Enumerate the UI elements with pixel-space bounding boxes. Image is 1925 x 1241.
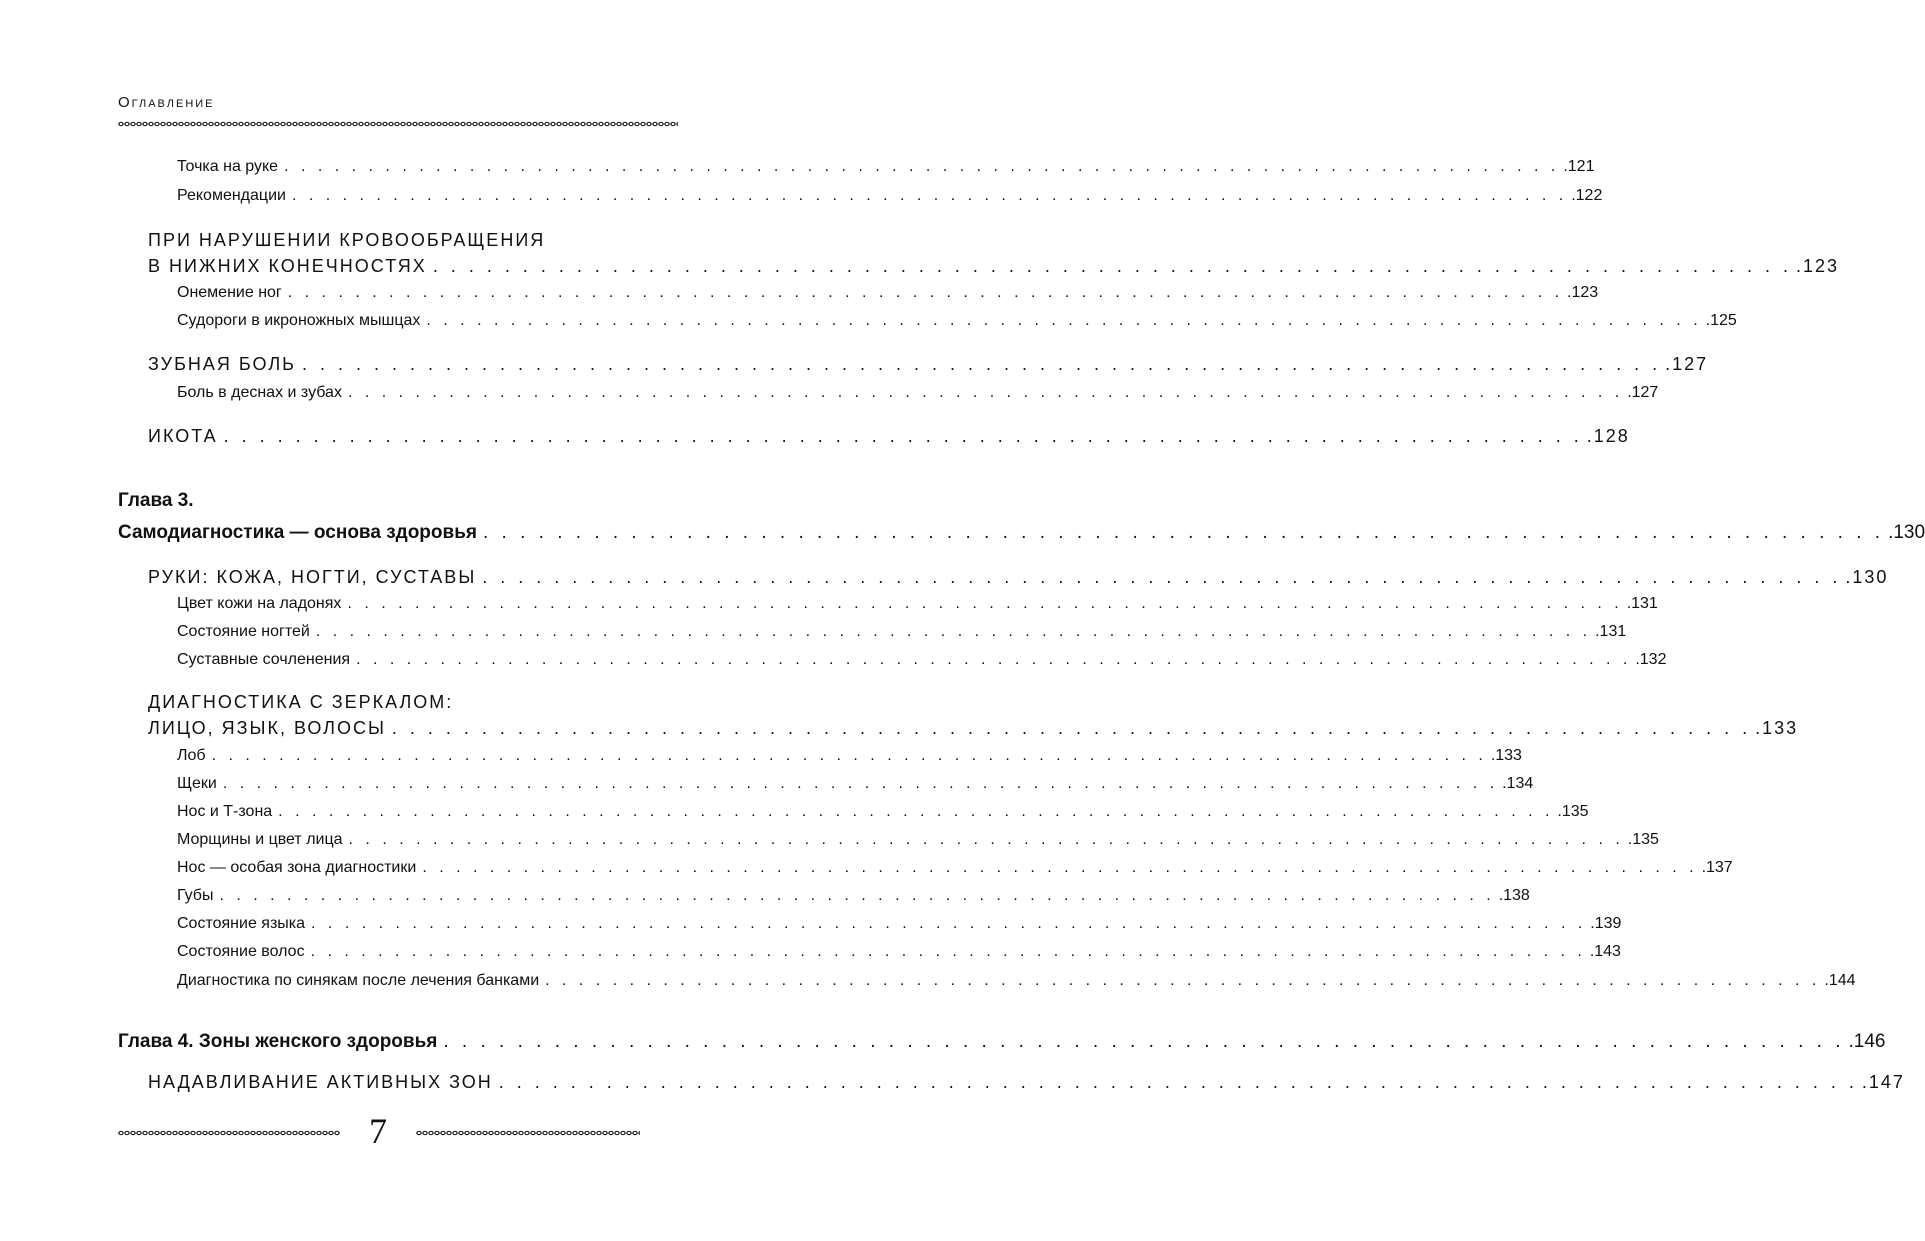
toc-entry-page: .127 [1665, 354, 1709, 374]
toc-entry-title: Нос и Т-зона [177, 803, 273, 820]
toc-entry[interactable] [177, 595, 1658, 613]
toc-entry-page: .135 [1627, 831, 1659, 848]
toc-chapter-entry[interactable] [118, 522, 1925, 544]
toc-leader-dots: . . . . . . . . . . . . . . . . . . . . . . . . . . . . . . . . . . . . . . . . . . . . . . . . . . . . . . . . . . . . . . . . . . . . . . . . . . . . [426, 312, 1702, 329]
toc-entry[interactable] [177, 831, 1659, 849]
toc-entry-title: Состояние волос [177, 943, 305, 960]
toc-entry-title: Судороги в икроножных мышцах [177, 312, 421, 329]
toc-entry-page: .127 [1627, 384, 1659, 401]
toc-leader-dots: . . . . . . . . . . . . . . . . . . . . . . . . . . . . . . . . . . . . . . . . . . . . . . . . . . . . . . . . . . . . . . . . . . . . . . . . . . . . [348, 831, 1624, 848]
toc-leader-dots: . . . . . . . . . . . . . . . . . . . . . . . . . . . . . . . . . . . . . . . . . . . . . . . . . . . . . . . . . . . . . . . . . . . . . . . . . . . . [432, 256, 1792, 276]
toc-leader-dots: . . . . . . . . . . . . . . . . . . . . . . . . . . . . . . . . . . . . . . . . . . . . . . . . . . . . . . . . . . . . . . . . . . . . . . . . . . . . [545, 972, 1821, 989]
toc-entry-title: Щеки [177, 775, 217, 792]
toc-section-entry[interactable] [148, 1072, 1905, 1093]
toc-entry[interactable] [177, 747, 1522, 765]
toc-entry[interactable] [177, 623, 1627, 641]
toc-entry[interactable] [177, 972, 1856, 990]
toc-entry-title: Глава 4. Зоны женского здоровья [118, 1031, 438, 1052]
toc-entry-title: Самодиагностика — основа здоровья [118, 522, 477, 543]
toc-entry-page: .128 [1586, 426, 1630, 446]
toc-entry[interactable] [177, 943, 1621, 961]
toc-leader-dots: . . . . . . . . . . . . . . . . . . . . . . . . . . . . . . . . . . . . . . . . . . . . . . . . . . . . . . . . . . . . . . . . . . . . . . . . . . . . [278, 803, 1554, 820]
toc-entry-page: .134 [1502, 775, 1534, 792]
toc-entry-title: Морщины и цвет лица [177, 831, 343, 848]
toc-entry-title: Рекомендации [177, 187, 286, 204]
toc-leader-dots: . . . . . . . . . . . . . . . . . . . . . . . . . . . . . . . . . . . . . . . . . . . . . . . . . . . . . . . . . . . . . . . . . . . . . . . . . . . . [482, 567, 1842, 587]
toc-entry[interactable] [177, 859, 1733, 877]
toc-entry-page: .121 [1563, 158, 1595, 175]
toc-entry-title: Губы [177, 887, 214, 904]
toc-entry-page: .138 [1498, 887, 1530, 904]
bottom-left-ornament-divider [118, 1129, 340, 1137]
toc-entry-title: Боль в деснах и зубах [177, 384, 342, 401]
toc-leader-dots: . . . . . . . . . . . . . . . . . . . . . . . . . . . . . . . . . . . . . . . . . . . . . . . . . . . . . . . . . . . . . . . . . . . . . . . . . . . . [482, 522, 1885, 543]
toc-entry-page: .146 [1848, 1031, 1886, 1052]
toc-entry-page: .132 [1635, 651, 1667, 668]
toc-entry[interactable] [177, 775, 1534, 793]
toc-entry[interactable] [177, 915, 1622, 933]
toc-entry-page: .143 [1589, 943, 1621, 960]
toc-section-entry[interactable] [148, 718, 1799, 739]
toc-entry-page: .133 [1490, 747, 1522, 764]
running-header: Оглавление [118, 94, 215, 111]
toc-leader-dots: . . . . . . . . . . . . . . . . . . . . . . . . . . . . . . . . . . . . . . . . . . . . . . . . . . . . . . . . . . . . . . . . . . . . . . . . . . . . [356, 651, 1632, 668]
toc-entry-title: Суставные сочленения [177, 651, 351, 668]
toc-section-entry[interactable] [148, 567, 1889, 588]
toc-entry-page: .131 [1626, 595, 1658, 612]
toc-entry-title: Состояние ногтей [177, 623, 310, 640]
toc-section-entry[interactable] [148, 426, 1630, 447]
toc-entry-title: Состояние языка [177, 915, 306, 932]
toc-leader-dots: . . . . . . . . . . . . . . . . . . . . . . . . . . . . . . . . . . . . . . . . . . . . . . . . . . . . . . . . . . . . . . . . . . . . . . . . . . . . [347, 595, 1623, 612]
toc-entry[interactable] [177, 284, 1599, 302]
toc-leader-dots: . . . . . . . . . . . . . . . . . . . . . . . . . . . . . . . . . . . . . . . . . . . . . . . . . . . . . . . . . . . . . . . . . . . . . . . . . . . . [222, 775, 1499, 792]
toc-leader-dots: . . . . . . . . . . . . . . . . . . . . . . . . . . . . . . . . . . . . . . . . . . . . . . . . . . . . . . . . . . . . . . . . . . . . . . . . . . . . [315, 623, 1592, 640]
toc-leader-dots: . . . . . . . . . . . . . . . . . . . . . . . . . . . . . . . . . . . . . . . . . . . . . . . . . . . . . . . . . . . . . . . . . . . . . . . . . . . . [287, 284, 1564, 301]
toc-entry-page: .133 [1755, 718, 1799, 738]
page-number: 7 [369, 1111, 387, 1151]
chapter-title-line: Глава 3. [118, 490, 194, 511]
toc-entry[interactable] [177, 887, 1530, 905]
toc-entry-page: .144 [1824, 972, 1856, 989]
toc-leader-dots: . . . . . . . . . . . . . . . . . . . . . . . . . . . . . . . . . . . . . . . . . . . . . . . . . . . . . . . . . . . . . . . . . . . . . . . . . . . . [310, 943, 1586, 960]
toc-entry[interactable] [177, 651, 1667, 669]
toc-entry[interactable] [177, 803, 1589, 821]
toc-section-title-line: ДИАГНОСТИКА С ЗЕРКАЛОМ: [148, 692, 454, 712]
toc-entry[interactable] [177, 187, 1603, 205]
toc-leader-dots: . . . . . . . . . . . . . . . . . . . . . . . . . . . . . . . . . . . . . . . . . . . . . . . . . . . . . . . . . . . . . . . . . . . . . . . . . . . . [291, 187, 1568, 204]
toc-leader-dots: . . . . . . . . . . . . . . . . . . . . . . . . . . . . . . . . . . . . . . . . . . . . . . . . . . . . . . . . . . . . . . . . . . . . . . . . . . . . [347, 384, 1624, 401]
toc-leader-dots: . . . . . . . . . . . . . . . . . . . . . . . . . . . . . . . . . . . . . . . . . . . . . . . . . . . . . . . . . . . . . . . . . . . . . . . . . . . . [211, 747, 1487, 764]
toc-leader-dots: . . . . . . . . . . . . . . . . . . . . . . . . . . . . . . . . . . . . . . . . . . . . . . . . . . . . . . . . . . . . . . . . . . . . . . . . . . . . [284, 158, 1560, 175]
toc-entry-title: Диагностика по синякам после лечения банками [177, 972, 540, 989]
toc-entry-title: Нос — особая зона диагностики [177, 859, 417, 876]
toc-leader-dots: . . . . . . . . . . . . . . . . . . . . . . . . . . . . . . . . . . . . . . . . . . . . . . . . . . . . . . . . . . . . . . . . . . . . . . . . . . . . [391, 718, 1752, 738]
toc-entry-title: ИКОТА [148, 426, 218, 446]
toc-entry-page: .125 [1705, 312, 1737, 329]
toc-leader-dots: . . . . . . . . . . . . . . . . . . . . . . . . . . . . . . . . . . . . . . . . . . . . . . . . . . . . . . . . . . . . . . . . . . . . . . . . . . . . [219, 887, 1495, 904]
toc-entry-title: Лоб [177, 747, 206, 764]
toc-entry-page: .123 [1795, 256, 1840, 276]
toc-entry-page: .137 [1701, 859, 1733, 876]
toc-entry-title: В НИЖНИХ КОНЕЧНОСТЯХ [148, 256, 427, 276]
toc-entry-page: .135 [1557, 803, 1589, 820]
toc-section-entry[interactable] [148, 256, 1840, 277]
toc-leader-dots: . . . . . . . . . . . . . . . . . . . . . . . . . . . . . . . . . . . . . . . . . . . . . . . . . . . . . . . . . . . . . . . . . . . . . . . . . . . . [443, 1031, 1845, 1052]
toc-entry-title: НАДАВЛИВАНИЕ АКТИВНЫХ ЗОН [148, 1072, 493, 1092]
toc-section-title-line: ПРИ НАРУШЕНИИ КРОВООБРАЩЕНИЯ [148, 230, 546, 250]
toc-entry-page: .147 [1861, 1072, 1905, 1092]
bottom-right-ornament-divider [416, 1129, 640, 1137]
toc-leader-dots: . . . . . . . . . . . . . . . . . . . . . . . . . . . . . . . . . . . . . . . . . . . . . . . . . . . . . . . . . . . . . . . . . . . . . . . . . . . . [223, 426, 1583, 446]
toc-entry-title: Точка на руке [177, 158, 279, 175]
toc-entry[interactable] [177, 384, 1659, 402]
toc-entry-title: ЗУБНАЯ БОЛЬ [148, 354, 296, 374]
toc-leader-dots: . . . . . . . . . . . . . . . . . . . . . . . . . . . . . . . . . . . . . . . . . . . . . . . . . . . . . . . . . . . . . . . . . . . . . . . . . . . . [498, 1072, 1858, 1092]
toc-entry-title: РУКИ: КОЖА, НОГТИ, СУСТАВЫ [148, 567, 477, 587]
toc-entry-page: .139 [1590, 915, 1622, 932]
toc-entry-page: .131 [1595, 623, 1627, 640]
toc-entry-page: .122 [1571, 187, 1603, 204]
toc-entry-title: Онемение ног [177, 284, 282, 301]
toc-entry-title: Цвет кожи на ладонях [177, 595, 342, 612]
toc-entry[interactable] [177, 312, 1737, 330]
toc-entry-page: .130 [1845, 567, 1889, 587]
toc-entry-page: .130 [1888, 522, 1925, 543]
top-ornament-divider [118, 120, 678, 128]
toc-leader-dots: . . . . . . . . . . . . . . . . . . . . . . . . . . . . . . . . . . . . . . . . . . . . . . . . . . . . . . . . . . . . . . . . . . . . . . . . . . . . [301, 354, 1662, 374]
toc-entry-page: .123 [1567, 284, 1599, 301]
toc-entry[interactable] [177, 158, 1595, 176]
toc-leader-dots: . . . . . . . . . . . . . . . . . . . . . . . . . . . . . . . . . . . . . . . . . . . . . . . . . . . . . . . . . . . . . . . . . . . . . . . . . . . . [422, 859, 1698, 876]
toc-entry-title: ЛИЦО, ЯЗЫК, ВОЛОСЫ [148, 718, 386, 738]
toc-leader-dots: . . . . . . . . . . . . . . . . . . . . . . . . . . . . . . . . . . . . . . . . . . . . . . . . . . . . . . . . . . . . . . . . . . . . . . . . . . . . [311, 915, 1587, 932]
toc-section-entry[interactable] [148, 354, 1709, 375]
toc-chapter-entry[interactable] [118, 1031, 1886, 1053]
